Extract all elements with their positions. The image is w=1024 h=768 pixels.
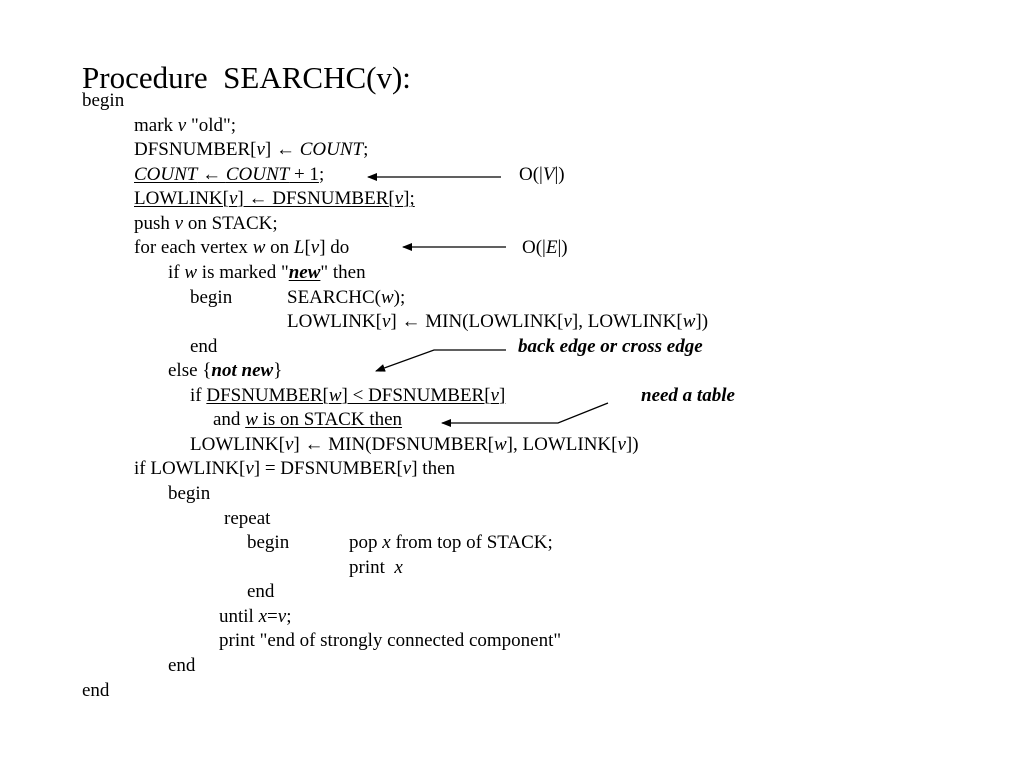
code-line-begin-repeat: begin: [247, 532, 290, 553]
annotation-back-edge: back edge or cross edge: [518, 336, 703, 357]
code-line-print-end: print "end of strongly connected component": [219, 630, 562, 651]
code-line-end-inner: end: [190, 336, 218, 357]
code-line-lowlink-min2: LOWLINK[v] ← MIN(DFSNUMBER[w], LOWLINK[v]): [190, 434, 639, 455]
code-line-count: COUNT ← COUNT + 1;: [134, 164, 325, 185]
code-line-lowlink-min: LOWLINK[v] ← MIN(LOWLINK[v], LOWLINK[w]): [287, 311, 709, 332]
code-line-repeat: repeat: [224, 508, 271, 529]
code-line-end-final: end: [82, 680, 110, 701]
code-line-lowlink-init: LOWLINK[v] ← DFSNUMBER[v];: [134, 188, 415, 209]
code-line-mark: mark v "old";: [134, 115, 237, 136]
code-line-begin: begin: [82, 90, 125, 111]
code-line-push: push v on STACK;: [134, 213, 278, 234]
code-line-searchc: SEARCHC(w);: [287, 287, 406, 308]
annotation-o-v: O(|V|): [519, 164, 565, 185]
code-line-print-x: print x: [349, 557, 403, 578]
code-line-else: else {not new}: [168, 360, 283, 381]
code-line-end-root: end: [168, 655, 196, 676]
code-line-and-on-stack: and w is on STACK then: [213, 409, 403, 430]
code-line-if-dfsnumber: if DFSNUMBER[w] < DFSNUMBER[v]: [190, 385, 506, 406]
code-line-if-new: if w is marked "new" then: [168, 262, 366, 283]
annotation-o-e: O(|E|): [522, 237, 568, 258]
annotation-need-table: need a table: [641, 385, 735, 406]
code-line-if-root: if LOWLINK[v] = DFSNUMBER[v] then: [134, 458, 456, 479]
procedure-title: Procedure SEARCHC(v):: [82, 60, 411, 95]
code-line-pop: pop x from top of STACK;: [349, 532, 553, 553]
code-line-for-each: for each vertex w on L[v] do: [134, 237, 350, 258]
code-line-until: until x=v;: [219, 606, 292, 627]
code-line-end-repeat: end: [247, 581, 275, 602]
code-line-dfsnumber: DFSNUMBER[v] ← COUNT;: [134, 139, 369, 160]
code-line-begin-inner: begin: [190, 287, 233, 308]
code-line-begin-root: begin: [168, 483, 211, 504]
arrow-else-line: [376, 350, 506, 371]
